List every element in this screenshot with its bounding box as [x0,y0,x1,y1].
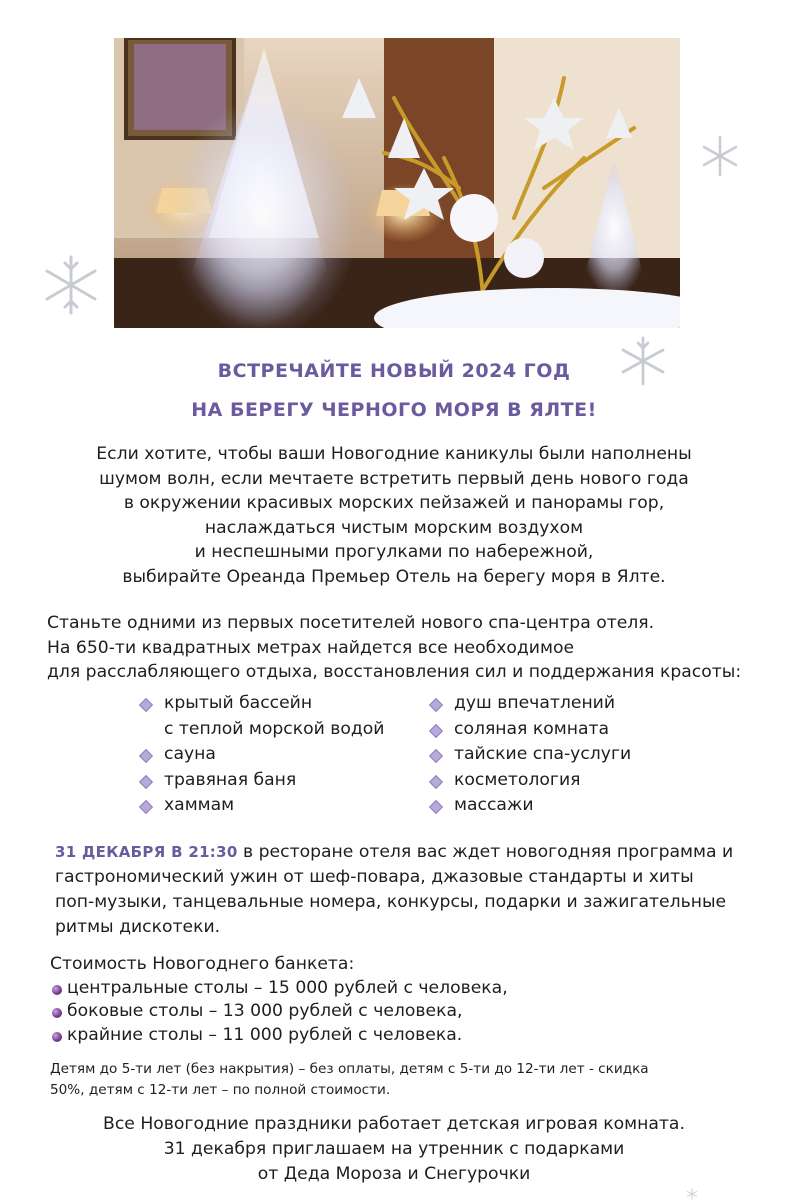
footer-line: от Деда Мороза и Снегурочки [257,1164,531,1184]
intro-line: наслаждаться чистым морским воздухом [204,517,584,538]
intro-paragraph [40,442,748,589]
price-item: боковые столы – 13 000 рублей с человека, [50,1000,750,1024]
spa-list-left [138,691,384,819]
bullet-dot-icon [52,985,62,995]
list-item: душ впечатлений [428,691,631,717]
kids-line: Детям до 5-ти лет (без накрытия) – без оплаты, детям с 5-ти до 12-ти лет - скидка [50,1061,649,1077]
program-line: гастрономический ужин от шеф-повара, джазовые стандарты и хиты [55,867,694,887]
price-title: Стоимость Новогоднего банкета: [50,954,355,974]
intro-line: в окружении красивых морских пейзажей и панорамы гор, [123,493,665,513]
diamond-bullet-icon [139,749,153,763]
intro-line: Если хотите, чтобы ваши Новогодние каникулы были наполнены [96,444,692,464]
program-line: 31 ДЕКАБРЯ В 21:30 в ресторане отеля вас ждет новогодняя программа и [55,842,734,862]
spa-paragraph [47,611,767,685]
intro-line: и неспешными прогулками по набережной, [194,542,594,562]
diamond-bullet-icon [429,800,443,814]
list-item: хаммам [138,793,384,819]
kids-note [50,1059,750,1101]
diamond-bullet-icon [139,774,153,788]
diamond-bullet-icon [429,774,443,788]
hero-illustration [114,38,680,328]
program-line: ритмы дискотеки. [55,917,221,937]
list-item: соляная комната [428,717,631,743]
page-title-line1: ВСТРЕЧАЙТЕ НОВЫЙ 2024 ГОД [217,360,571,382]
diamond-bullet-icon [139,800,153,814]
spa-line: Станьте одними из первых посетителей нового спа-центра отеля. [47,613,655,633]
spa-line: для расслабляющего отдыха, восстановления сил и поддержания красоты: [47,662,742,682]
diamond-bullet-icon [429,723,443,737]
snowflake-icon [698,134,742,178]
list-item: тайские спа-услуги [428,742,631,768]
footer-line: Все Новогодние праздники работает детская игровая комната. [103,1114,685,1134]
list-item: сауна [138,742,384,768]
snowflake-icon [680,1188,704,1200]
program-paragraph [55,840,765,940]
snowflake-icon [38,252,104,318]
diamond-bullet-icon [429,749,443,763]
list-item: травяная баня [138,768,384,794]
bullet-dot-icon [52,1032,62,1042]
footer-line: 31 декабря приглашаем на утренник с подарками [163,1139,625,1159]
list-item: крытый бассейн [138,691,384,717]
program-line: поп-музыки, танцевальные номера, конкурсы, подарки и зажигательные [55,892,727,912]
price-item: центральные столы – 15 000 рублей с человека, [50,977,750,1001]
price-item: крайние столы – 11 000 рублей с человека. [50,1024,750,1048]
intro-line: выбирайте Ореанда Премьер Отель на берегу моря в Ялте. [122,566,666,587]
price-block [50,953,750,1047]
diamond-bullet-icon [429,698,443,712]
list-item: косметология [428,768,631,794]
list-item-continuation: с теплой морской водой [164,718,385,739]
spa-line: На 650-ти квадратных метрах найдется все необходимое [47,637,575,658]
hero-photo [114,38,680,328]
bullet-dot-icon [52,1008,62,1018]
kids-line: 50%, детям с 12-ти лет – по полной стоимости. [50,1082,391,1098]
intro-line: шумом волн, если мечтаете встретить первый день нового года [99,468,689,489]
spa-list-right [428,691,631,819]
list-item: массажи [428,793,631,819]
diamond-bullet-icon [139,698,153,712]
page-title-line2: НА БЕРЕГУ ЧЕРНОГО МОРЯ В ЯЛТЕ! [191,399,597,421]
program-date: 31 ДЕКАБРЯ В 21:30 [55,843,238,861]
footer-paragraph [0,1112,788,1187]
